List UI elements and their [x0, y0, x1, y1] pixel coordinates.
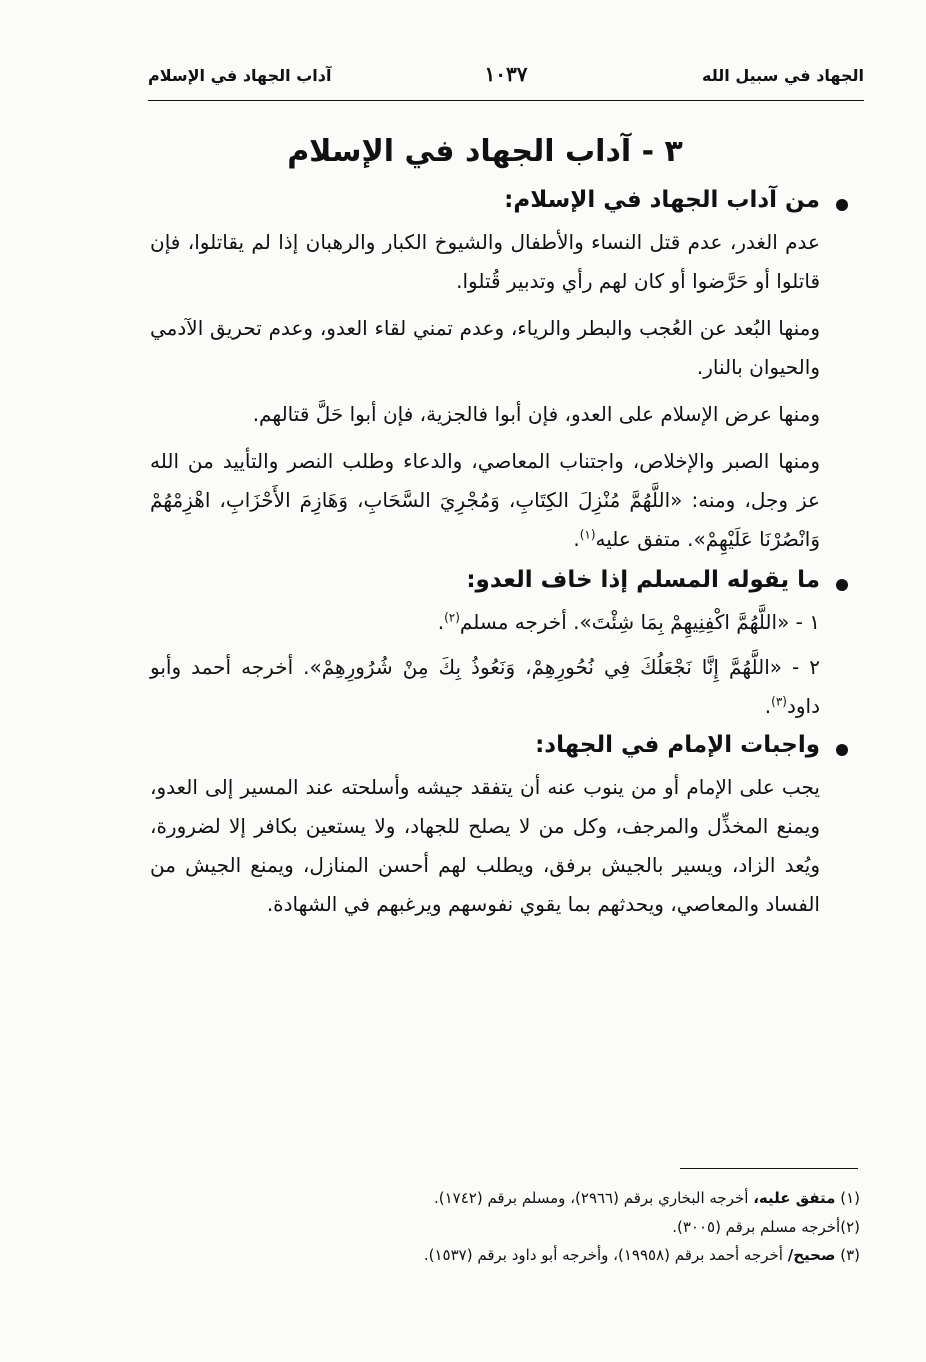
running-header	[148, 62, 864, 98]
footnote-number: (٢)	[840, 1217, 860, 1236]
section-heading-imam-duties	[150, 732, 820, 758]
paragraph	[150, 442, 820, 559]
header-chapter-title: آداب الجهاد في الإسلام	[148, 66, 332, 85]
bullet-icon	[836, 744, 848, 756]
punctuation: .	[764, 694, 772, 718]
list-item-text: ١ - «اللَّهُمَّ اكْفِنِيهِمْ بِمَا شِئْتَ». أخرجه مسلم	[459, 610, 820, 634]
punctuation: .	[573, 527, 580, 551]
footnote-divider	[680, 1168, 858, 1169]
header-divider	[148, 100, 864, 101]
footnote-item	[150, 1213, 860, 1242]
paragraph: ومنها البُعد عن العُجب والبطر والرياء، وعدم تمني لقاء العدو، وعدم تحريق الآدمي والحيوان بالنار.	[150, 316, 820, 379]
footnote-number: (٣)	[840, 1246, 860, 1264]
paragraph: عدم الغدر، عدم قتل النساء والأطفال والشيوخ الكبار والرهبان إذا لم يقاتلوا، فإن قاتلوا أو حَرَّضوا أو كان لهم رأي وتدبير قُتلوا.	[150, 230, 820, 293]
section-heading-fear	[150, 567, 820, 593]
footnote-text: أخرجه البخاري برقم (٢٩٦٦)، ومسلم برقم (١٧٤٢).	[433, 1189, 754, 1207]
punctuation: .	[437, 610, 445, 634]
section-heading-text: واجبات الإمام في الجهاد:	[535, 732, 820, 758]
list-item	[150, 603, 820, 642]
footnote-text: أخرجه مسلم برقم (٣٠٠٥).	[672, 1217, 841, 1236]
list-item	[150, 648, 820, 726]
section-heading-text: من آداب الجهاد في الإسلام:	[504, 187, 820, 213]
footnote-ref: (٢)	[444, 610, 460, 625]
header-book-title: الجهاد في سبيل الله	[702, 66, 864, 85]
bullet-icon	[836, 579, 848, 591]
footnote-grade: متفق عليه،	[753, 1189, 836, 1207]
bullet-icon	[836, 199, 848, 211]
paragraph: ومنها عرض الإسلام على العدو، فإن أبوا فالجزية، فإن أبوا حَلَّ قتالهم.	[252, 402, 820, 426]
footnote-text: أخرجه أحمد برقم (١٩٩٥٨)، وأخرجه أبو داود برقم (١٥٣٧).	[423, 1246, 788, 1264]
footnote-item	[150, 1184, 860, 1213]
list-item-text: ٢ - «اللَّهُمَّ إِنَّا نَجْعَلُكَ فِي نُحُورِهِمْ، وَنَعُوذُ بِكَ مِنْ شُرُورِهِمْ». أخرجه أحمد وأبو داود	[150, 655, 820, 718]
footnote-number: (١)	[840, 1189, 860, 1207]
page-number: ١٠٣٧	[484, 62, 528, 86]
footnotes	[150, 1184, 860, 1270]
footnote-grade: صحيح/	[787, 1246, 836, 1264]
supplication-list	[150, 603, 820, 726]
section-heading-text: ما يقوله المسلم إذا خاف العدو:	[466, 567, 820, 593]
paragraph-text: ومنها الصبر والإخلاص، واجتناب المعاصي، والدعاء وطلب النصر والتأييد من الله عز وجل، ومنه: «اللَّهُمَّ مُنْزِلَ الكِتَابِ، وَمُجْرِيَ السَّحَابِ، وَهَازِمَ الأَحْزَابِ، اهْزِمْهُمْ وَانْصُرْنَا عَلَيْهِمْ». متفق عليه	[150, 449, 820, 551]
footnote-item	[150, 1241, 860, 1270]
footnote-ref: (٣)	[771, 694, 787, 709]
chapter-title: ٣ - آداب الجهاد في الإسلام	[287, 134, 683, 169]
paragraph: يجب على الإمام أو من ينوب عنه أن يتفقد جيشه وأسلحته عند المسير إلى العدو، ويمنع المخذِّل والمرجف، وكل من لا يصلح للجهاد، ولا يستعين بكافر إلا لضرورة، ويُعد الزاد، ويسير بالجيش برفق، ويطلب لهم أحسن المنازل، ويمنع الجيش من الفساد والمعاصي، ويحدثهم بما يقوي نفوسهم ويرغبهم في الشهادة.	[150, 775, 820, 916]
main-content	[150, 126, 820, 932]
section-heading-manners	[150, 187, 820, 213]
footnote-ref: (١)	[579, 527, 596, 542]
